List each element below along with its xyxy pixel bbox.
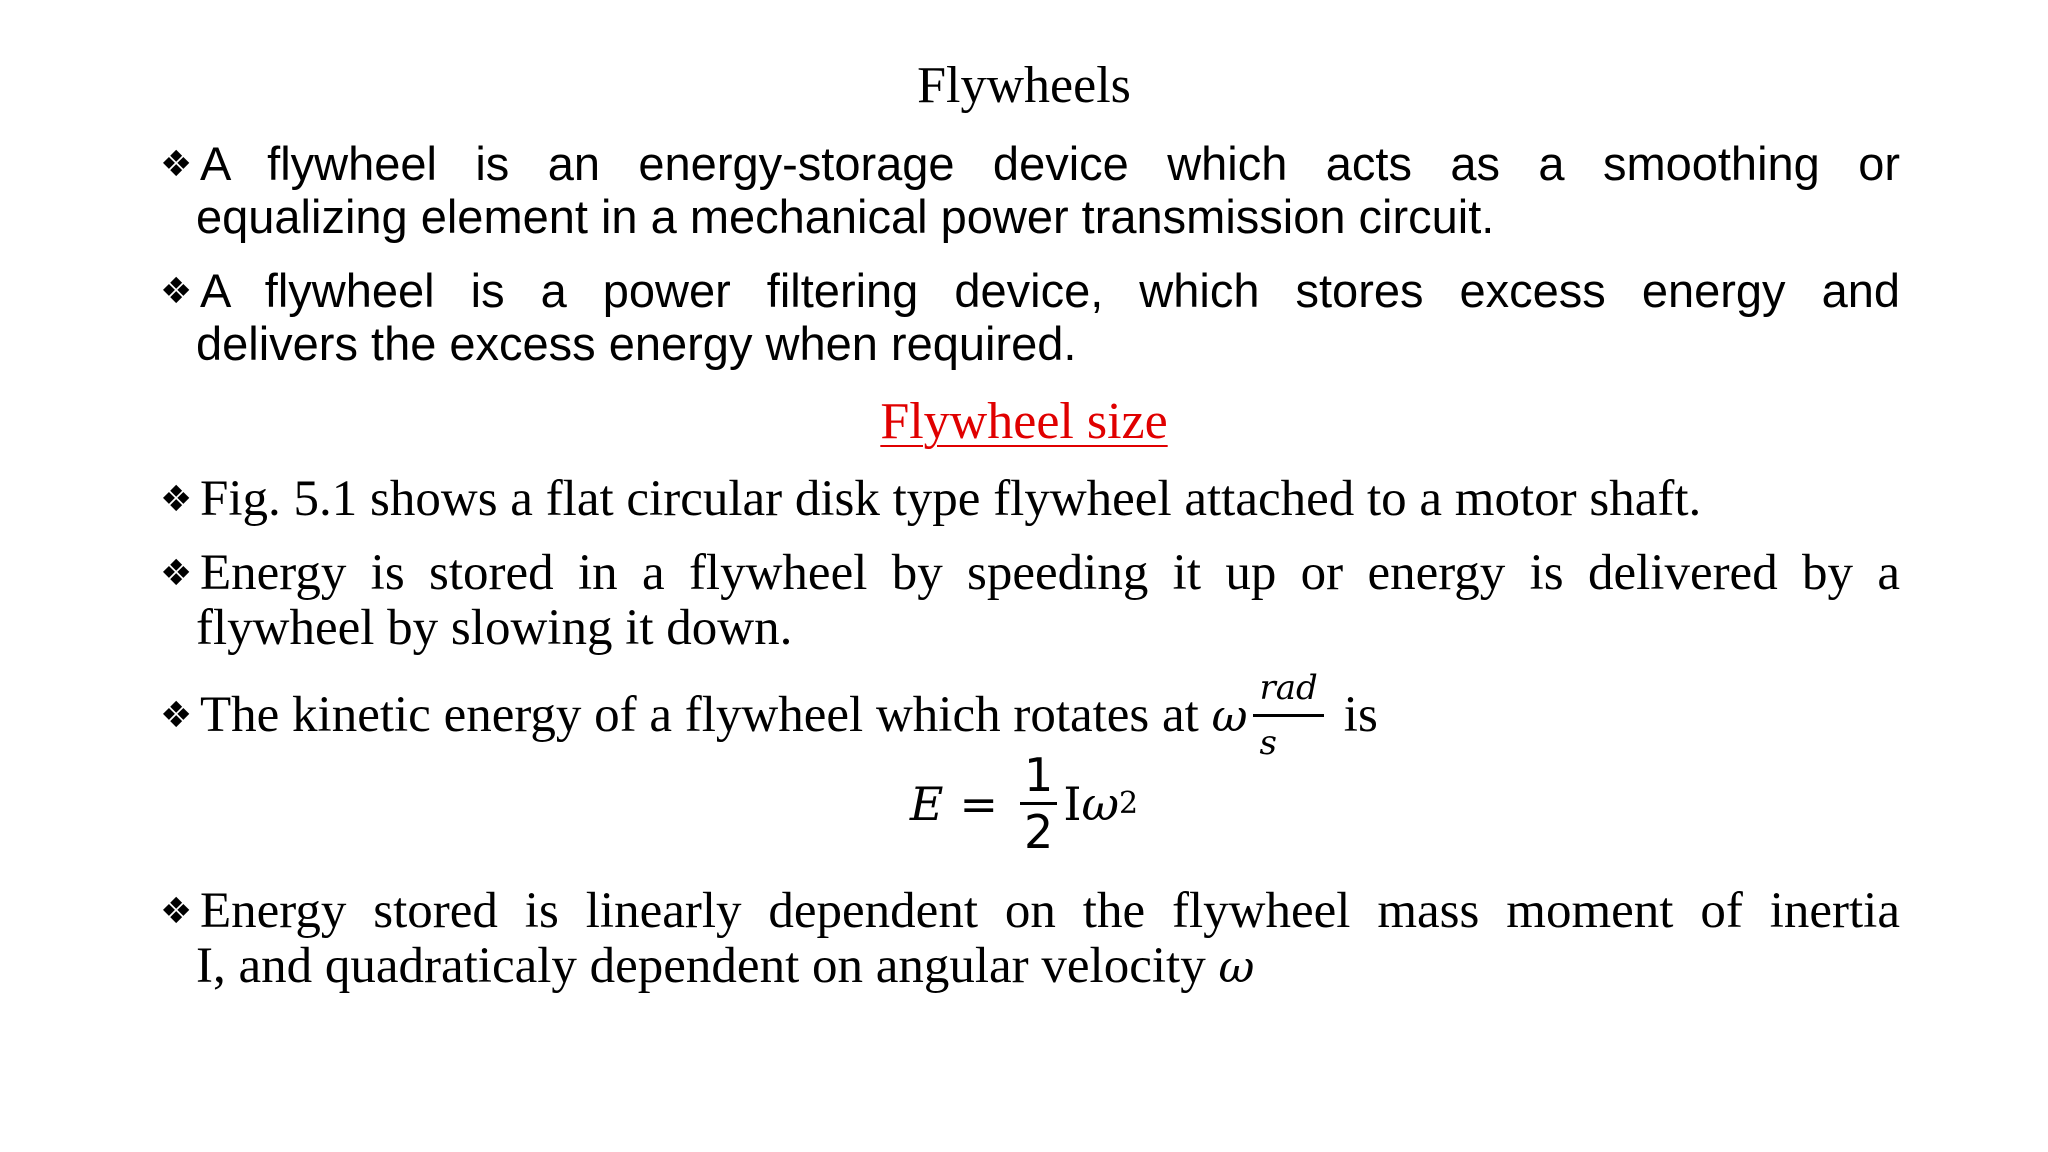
bullet-power-filtering [160,265,1900,370]
bullet-tail: is [1343,687,1378,744]
bullet-text-line1: Energy is stored in a flywheel by speeding it up or energy is delivered by a [200,545,1900,601]
bullet-text-line1: A flywheel is an energy-storage device which acts as a smoothing or [200,137,1900,190]
bullet-figure-reference [160,472,1900,527]
bullet-text: Fig. 5.1 shows a flat circular disk type flywheel attached to a motor shaft. [200,471,1702,527]
diamond-bullet-icon: ❖ [160,271,193,312]
diamond-bullet-icon: ❖ [160,144,193,185]
formula-omega: ω [1081,776,1119,831]
rad-per-s-fraction [1253,668,1323,763]
slide-title: Flywheels [917,57,1131,114]
bullet-text-line2: equalizing element in a mechanical power transmission circuit. [196,190,1495,243]
bullet-energy-dependence [160,884,1900,995]
fraction-denominator: s [1259,723,1277,763]
bullet-text-line2: flywheel by slowing it down. [196,600,793,656]
fraction-numerator: rad [1253,668,1323,717]
formula-equals: = [959,776,999,831]
formula-lhs: E [909,776,944,831]
section-subheading: Flywheel size [880,393,1168,450]
bullet-text-line2: delivers the excess energy when required. [196,317,1077,370]
diamond-bullet-icon: ❖ [160,479,193,520]
diamond-bullet-icon: ❖ [160,553,193,594]
one-half-fraction [1020,748,1057,859]
bullet-text-line2: I, and quadraticaly dependent on angular velocity [196,938,1219,994]
formula-exponent: 2 [1119,786,1139,821]
bullet-text: The kinetic energy of a flywheel which rotates at [200,687,1212,744]
kinetic-energy-formula [0,748,2048,859]
fraction-numerator: 1 [1020,752,1057,805]
bullet-text-line1: Energy stored is linearly dependent on the flywheel mass moment of inertia [200,883,1900,939]
bullet-energy-storage [160,546,1900,655]
bullet-text-line1: A flywheel is a power filtering device, which stores excess energy and [200,264,1900,317]
bullet-flywheel-definition [160,138,1900,243]
formula-inertia: I [1063,776,1082,831]
diamond-bullet-icon: ❖ [160,695,193,737]
fraction-denominator: 2 [1024,805,1054,859]
omega-symbol: ω [1218,942,1255,993]
omega-symbol: ω [1211,691,1248,743]
diamond-bullet-icon: ❖ [160,891,193,932]
